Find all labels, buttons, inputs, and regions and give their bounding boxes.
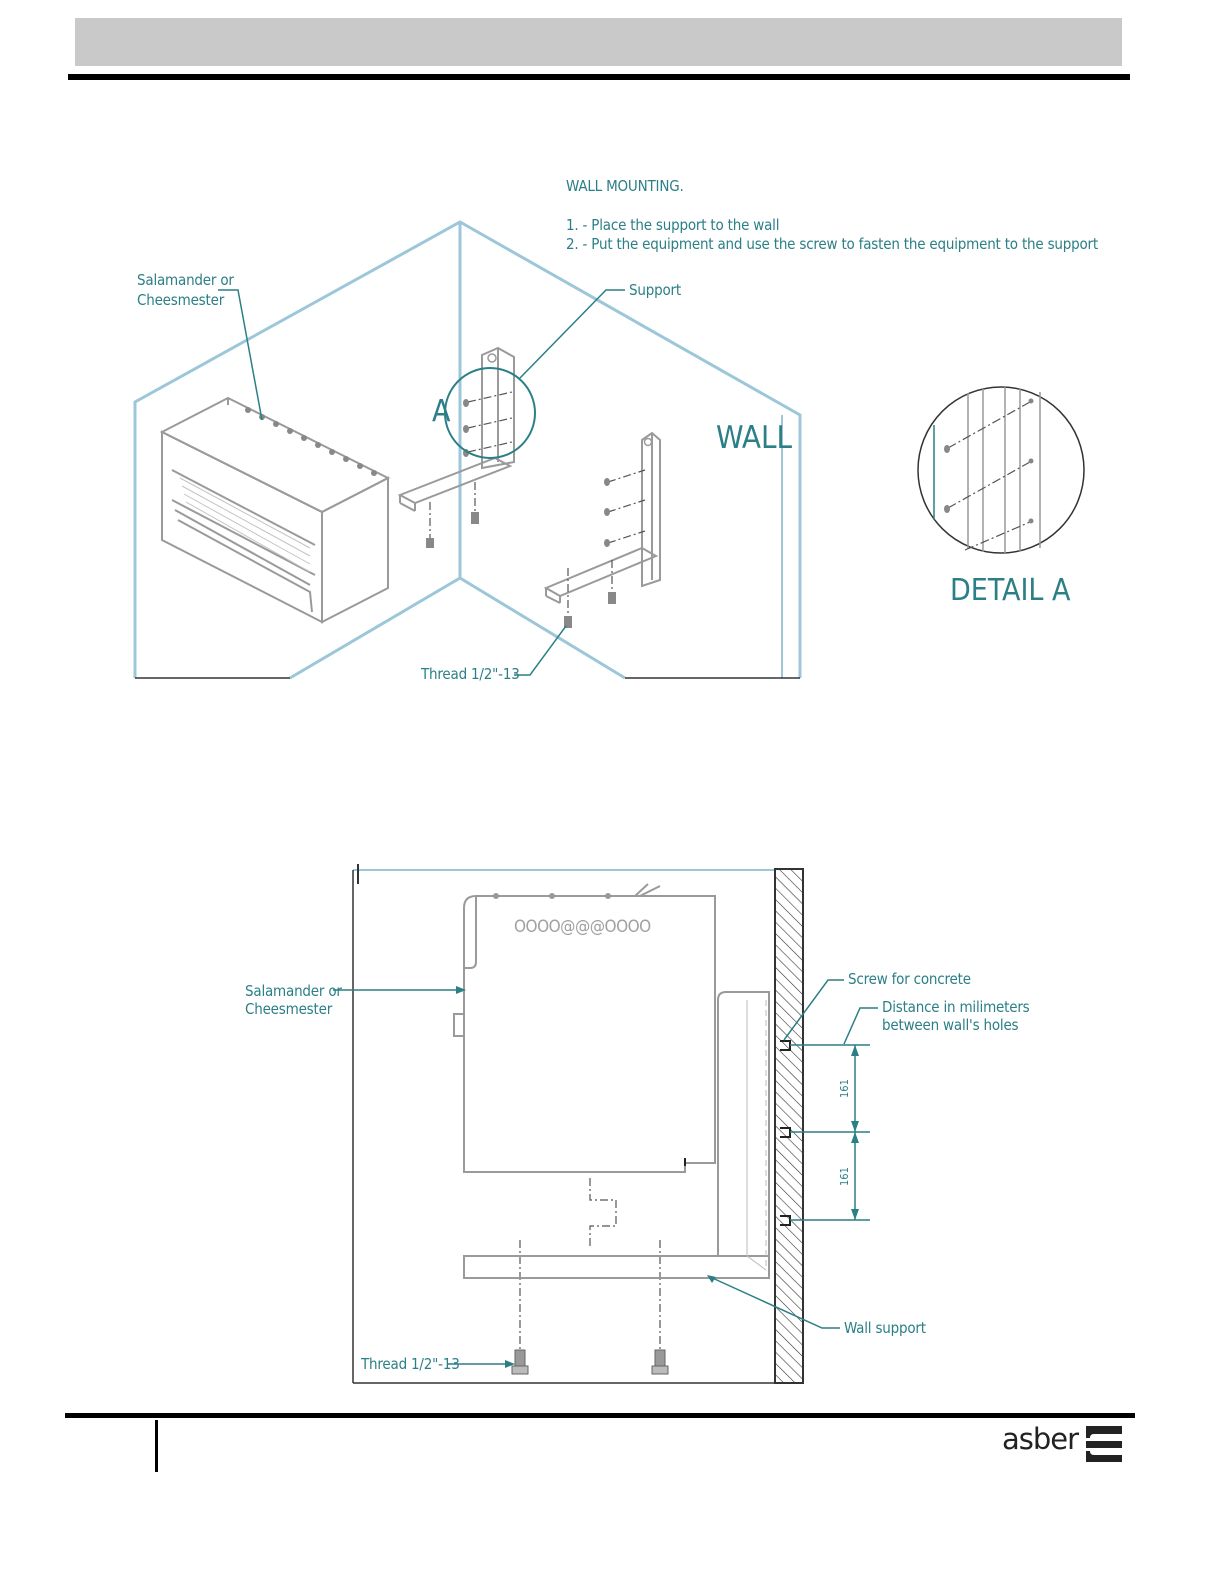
screw-for-concrete-label: Screw for concrete [848, 970, 971, 988]
instruction-step-1: 1. - Place the support to the wall [566, 216, 780, 234]
fig1-support-label: Support [629, 281, 681, 299]
fig1-equipment-label-1: Salamander or [137, 271, 234, 289]
wall-label: WALL [716, 420, 793, 456]
fig2-equipment-label-1: Salamander or [245, 982, 342, 1000]
wall-support-label: Wall support [844, 1319, 926, 1337]
footer-tick [155, 1420, 158, 1472]
fig2-equipment-label-2: Cheesmester [245, 1000, 333, 1018]
instruction-step-2: 2. - Put the equipment and use the screw to fasten the equipment to the support [566, 235, 1098, 253]
dimension-lower: 161 [838, 1167, 851, 1186]
distance-label-2: between wall's holes [882, 1016, 1019, 1034]
instructions-heading: WALL MOUNTING. [566, 177, 684, 195]
bolts [512, 1350, 668, 1374]
fig1-equipment-label-2: Cheesmester [137, 291, 225, 309]
distance-label-1: Distance in milimeters [882, 998, 1030, 1016]
dimension-upper: 161 [838, 1079, 851, 1098]
asber-logo-text: asber [1002, 1422, 1079, 1456]
detail-a-title: DETAIL A [950, 573, 1071, 608]
footer-rule [65, 1413, 1135, 1418]
wall-support-side [464, 992, 769, 1278]
detail-marker-a: A [432, 394, 451, 429]
fig1-thread-label: Thread 1/2"-13 [421, 665, 520, 683]
wall-section [775, 869, 803, 1383]
fig2-thread-label: Thread 1/2"-13 [361, 1355, 460, 1373]
control-knobs-row: OOOO@@@OOOO [514, 917, 651, 937]
